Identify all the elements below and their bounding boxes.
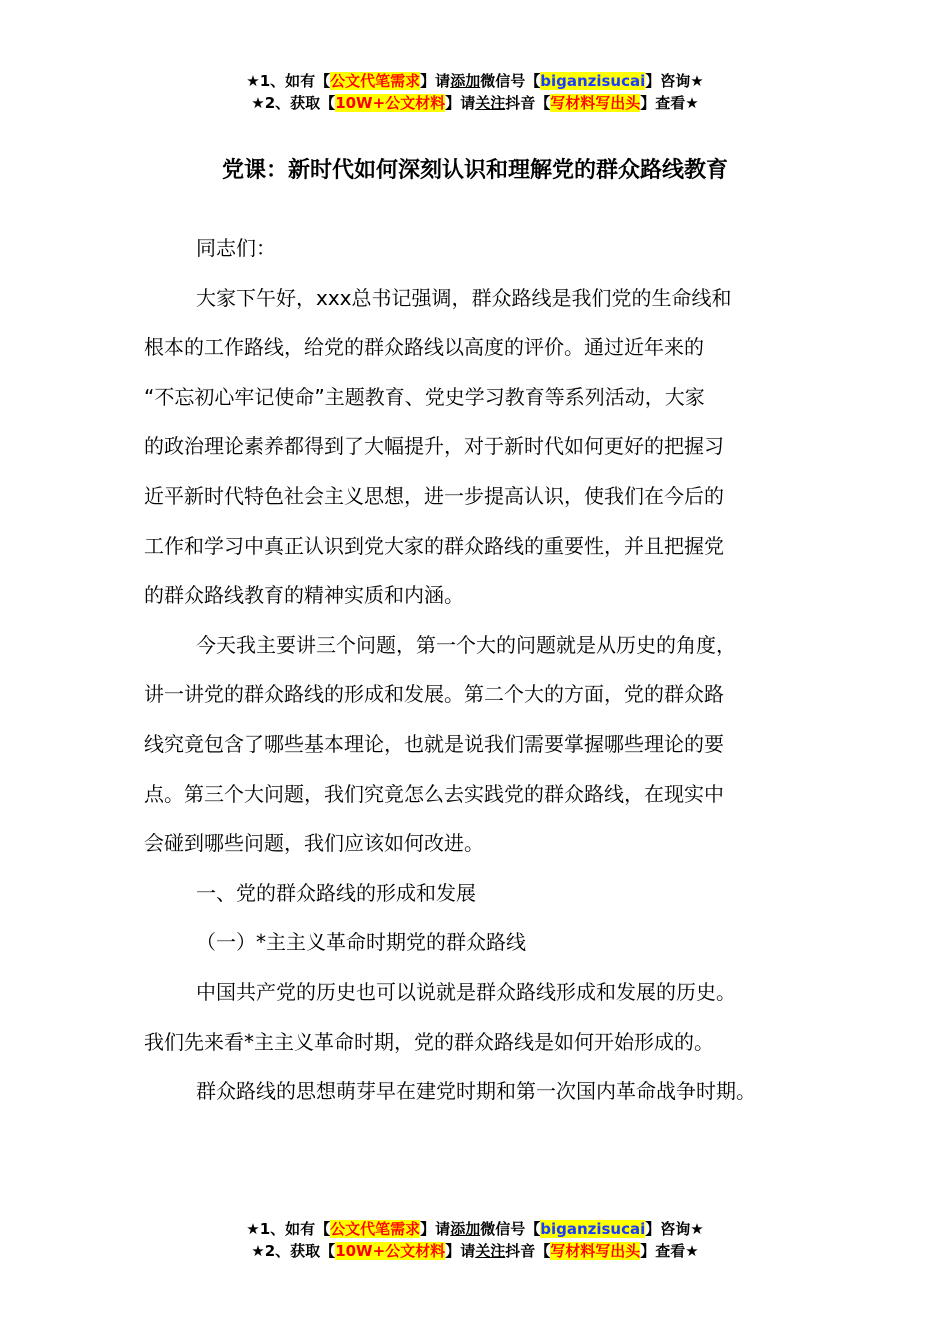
highlight-materials: 10W+公文材料 bbox=[335, 1242, 446, 1260]
wechat-id: biganzisucai bbox=[540, 72, 646, 90]
document-title: 党课：新时代如何深刻认识和理解党的群众路线教育 bbox=[221, 158, 728, 183]
banner-text: 】查看★ bbox=[640, 94, 699, 112]
body-line: 线究竟包含了哪些基本理论，也就是说我们需要掌握哪些理论的要 bbox=[144, 731, 724, 756]
follow-text: 关注 bbox=[475, 1242, 506, 1260]
add-wechat-text: 添加 bbox=[450, 1220, 481, 1238]
banner-text: 】请 bbox=[420, 1220, 451, 1238]
body-line: 的群众路线教育的精神实质和内涵。 bbox=[144, 583, 464, 608]
follow-text: 关注 bbox=[475, 94, 506, 112]
body-line: 讲一讲党的群众路线的形成和发展。第二个大的方面，党的群众路 bbox=[144, 682, 724, 707]
banner-text: 微信号【 bbox=[480, 72, 541, 90]
banner-text: 抖音【 bbox=[505, 94, 551, 112]
douyin-account: 写材料写出头 bbox=[550, 1242, 641, 1260]
body-line: 大家下午好，xxx总书记强调，群众路线是我们党的生命线和 bbox=[196, 285, 732, 310]
banner-text: 】请 bbox=[420, 72, 451, 90]
banner-line-1 bbox=[0, 1218, 950, 1240]
body-line: 点。第三个大问题，我们究竟怎么去实践党的群众路线，在现实中 bbox=[144, 781, 724, 806]
body-line: 的政治理论素养都得到了大幅提升，对于新时代如何更好的把握习 bbox=[144, 434, 724, 459]
highlight-materials: 10W+公文材料 bbox=[335, 94, 446, 112]
footer-banner bbox=[0, 1218, 950, 1262]
banner-line-1 bbox=[0, 70, 950, 92]
banner-text: 】咨询★ bbox=[645, 72, 704, 90]
section-heading: 一、党的群众路线的形成和发展 bbox=[196, 880, 476, 905]
highlight-service: 公文代笔需求 bbox=[330, 1220, 421, 1238]
banner-text: ★2、获取【 bbox=[251, 94, 336, 112]
banner-line-2 bbox=[0, 1240, 950, 1262]
body-line: 我们先来看*主主义革命时期，党的群众路线是如何开始形成的。 bbox=[144, 1029, 714, 1054]
highlight-service: 公文代笔需求 bbox=[330, 72, 421, 90]
banner-line-2 bbox=[0, 92, 950, 114]
banner-text: 微信号【 bbox=[480, 1220, 541, 1238]
banner-text: 】查看★ bbox=[640, 1242, 699, 1260]
body-line: 近平新时代特色社会主义思想，进一步提高认识，使我们在今后的 bbox=[144, 483, 724, 508]
body-line: 工作和学习中真正认识到党大家的群众路线的重要性，并且把握党 bbox=[144, 533, 724, 558]
body-line: 会碰到哪些问题，我们应该如何改进。 bbox=[144, 831, 484, 856]
body-line: “不忘初心牢记使命”主题教育、党史学习教育等系列活动，大家 bbox=[144, 384, 705, 409]
body-line: 群众路线的思想萌芽早在建党时期和第一次国内革命战争时期。 bbox=[196, 1079, 756, 1104]
salutation: 同志们： bbox=[196, 236, 276, 260]
body-line: 中国共产党的历史也可以说就是群众路线形成和发展的历史。 bbox=[196, 979, 736, 1004]
body-line: 今天我主要讲三个问题，第一个大的问题就是从历史的角度， bbox=[196, 632, 736, 657]
banner-text: ★1、如有【 bbox=[246, 1220, 331, 1238]
banner-text: ★2、获取【 bbox=[251, 1242, 336, 1260]
header-banner bbox=[0, 70, 950, 114]
add-wechat-text: 添加 bbox=[450, 72, 481, 90]
body-line: 根本的工作路线，给党的群众路线以高度的评价。通过近年来的 bbox=[144, 335, 704, 360]
banner-text: ★1、如有【 bbox=[246, 72, 331, 90]
document-body bbox=[144, 224, 804, 1117]
banner-text: 抖音【 bbox=[505, 1242, 551, 1260]
banner-text: 】请 bbox=[445, 94, 476, 112]
banner-text: 】咨询★ bbox=[645, 1220, 704, 1238]
banner-text: 】请 bbox=[445, 1242, 476, 1260]
subsection-heading: （一）*主主义革命时期党的群众路线 bbox=[196, 930, 526, 955]
douyin-account: 写材料写出头 bbox=[550, 94, 641, 112]
wechat-id: biganzisucai bbox=[540, 1220, 646, 1238]
